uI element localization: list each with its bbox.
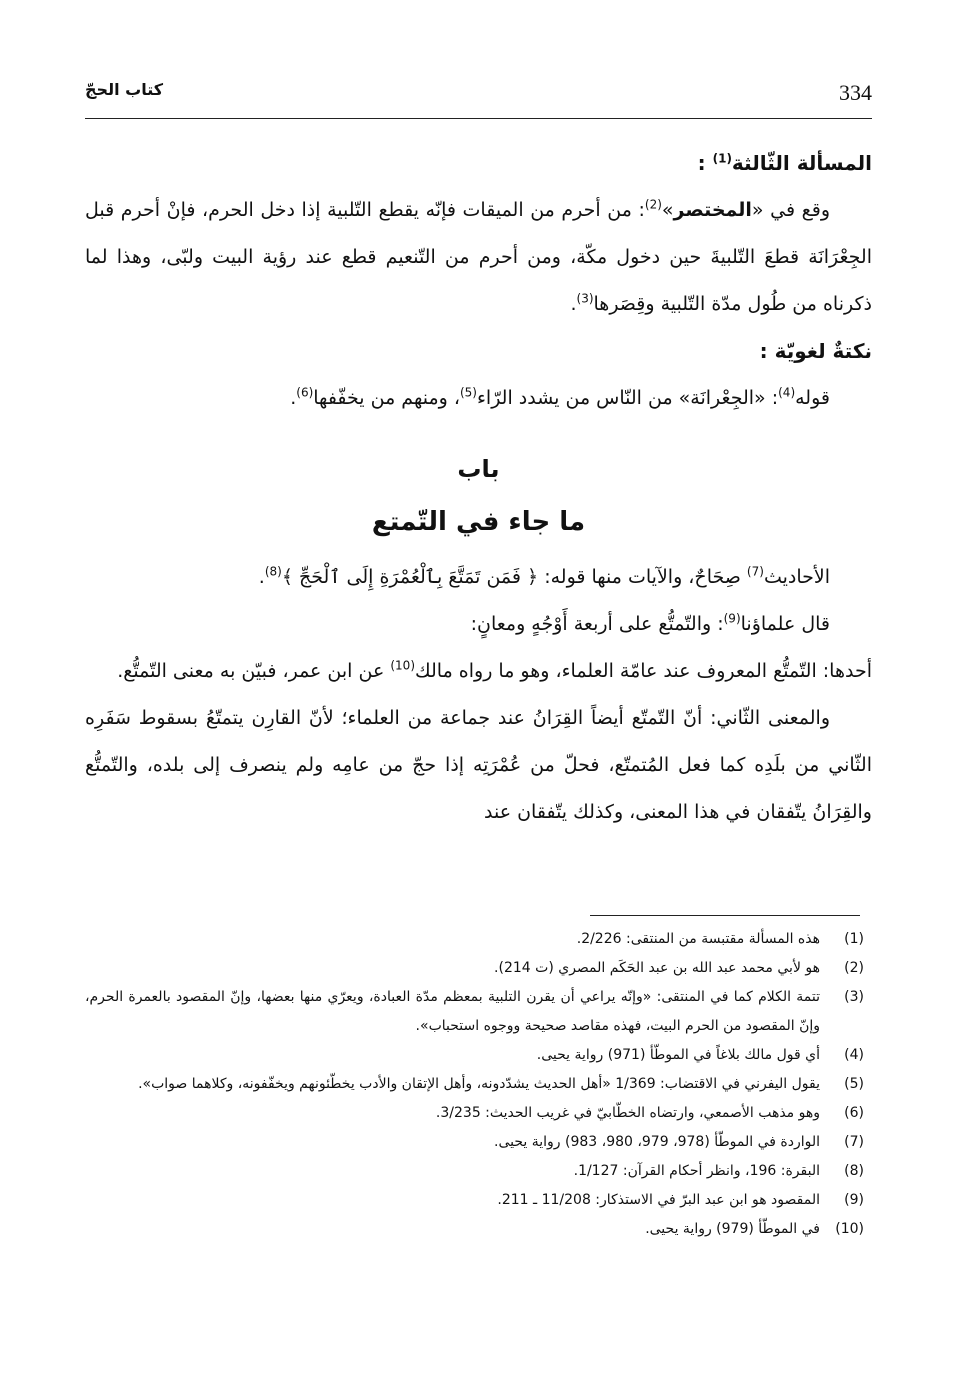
text-run: قال علماؤنا — [740, 613, 830, 635]
text-run: : والتّمتُّع على أربعة أَوْجُهٍ ومعانٍ: — [470, 613, 724, 635]
footnote-ref[interactable]: (9) — [723, 611, 741, 626]
paragraph-6: والمعنى الثّاني: أنّ التّمتّع أيضاً القِرَانُ عند جماعة من العلماء؛ لأنّ القارِن يتمتّعُ بسقوط سَفَرِه الثّاني من بلَدِه كما فعل المُتمتّع، فحلّ من عُمْرَتِه إذا حجّ من عامِه ولم ينصرف إلى بلده، والتّمتُّع والقِرَانُ يتّفقان في هذا المعنى، وكذلك يتّفقان عند — [85, 707, 872, 823]
footnote — [85, 1041, 864, 1070]
paragraph-2 — [85, 375, 872, 422]
footnote-number: (10) — [835, 1221, 864, 1237]
footnote-number: (1) — [844, 931, 864, 947]
text-run: . — [290, 387, 297, 409]
footnote — [85, 983, 864, 1041]
chapter-title: ما جاء في التّمتع — [371, 507, 586, 537]
footnote — [85, 954, 864, 983]
text-run: . — [570, 293, 577, 315]
text-run: ، ومنهم من يخفّفها — [313, 387, 460, 409]
footnote-text: تتمة الكلام كما في المنتقى: «وإنّه يراعي أن يقرن التلبية بمعظم مدّة العبادة، ويعرّي منها بعضها، وإنّ المقصود بالعمرة الحرم، وإنّ المقصود من الحرم البيت، فهذه مقاصد صحيحة ووجوه استحباب». — [85, 989, 820, 1034]
text-run: : «الجِعْرانَة» من النّاس من يشدد الرّاء — [476, 387, 779, 409]
footnote-ref[interactable]: (8) — [264, 564, 282, 579]
text-run: وقع في « — [751, 199, 830, 221]
footnote-text: يقول اليفرني في الاقتضاب: 1/369 «أهل الحديث يشدّدونه، وأهل الإتقان والأدب يخطّئونهم ويخفّفونه، وكلاهما صواب». — [138, 1076, 820, 1092]
footnote-text: البقرة: 196، وانظر أحكام القرآن: 1/127. — [573, 1163, 820, 1179]
footnote-ref[interactable]: (4) — [778, 385, 796, 400]
footnote — [85, 1128, 864, 1157]
footnote-ref[interactable]: (1) — [712, 151, 732, 166]
footnote-number: (2) — [844, 960, 864, 976]
footnote — [85, 1099, 864, 1128]
footnote-ref[interactable]: (3) — [576, 291, 594, 306]
footnote-text: أي قول مالك بلاغاً في الموطّأ (971) رواية يحيى. — [536, 1047, 820, 1063]
text-run: صِحَاحٌ، والآيات منها قوله: ﴿ فَمَن تَمَتَّعَ بِٱلْعُمْرَةِ إِلَى ٱلْحَجِّ ﴾ — [281, 566, 747, 588]
paragraph-1 — [85, 187, 872, 328]
footnotes — [85, 925, 864, 1244]
footnote-ref[interactable]: (6) — [296, 385, 314, 400]
footnote-text: في الموطّأ (979) رواية يحيى. — [645, 1221, 820, 1237]
text-run: : من أحرم من الميقات فإنّه يقطع التّلبية إذا دخل الحرم، فإنْ أحرم قبل الجِعْرَانَة قطعَ التّلبيةَ حين دخول مكّة، ومن أحرم من التّنعيم قطع عند رؤية البيت ولبّى، وهذا لما ذكرناه من طُول مدّة التّلبية وقِصَرها — [85, 199, 872, 315]
text-run: عن ابن عمر، فبيّن به معنى التّمتُّع. — [117, 660, 391, 682]
footnote — [85, 925, 864, 954]
section-heading-text: المسألة الثّالثة — [731, 151, 872, 175]
footnote-number: (4) — [844, 1047, 864, 1063]
paragraph-4 — [85, 601, 872, 648]
footnote-number: (9) — [844, 1192, 864, 1208]
page-header — [85, 72, 872, 119]
footnote — [85, 1070, 864, 1099]
main-text — [85, 140, 872, 836]
text-run: أحدها: التّمتُّع المعروف عند عامّة العلماء، وهو ما رواه مالك — [415, 660, 872, 682]
text-run: قوله — [795, 387, 830, 409]
paragraph-5 — [85, 648, 872, 695]
footnote-text: وهو مذهب الأصمعي، وارتضاه الخطّابيّ في غريب الحديث: 3/235. — [435, 1105, 820, 1121]
footnote — [85, 1186, 864, 1215]
section-heading — [85, 140, 872, 187]
running-title: كتاب الحجّ — [85, 80, 164, 99]
footnote-text: الواردة في الموطّأ (978، 979، 980، 983) رواية يحيى. — [494, 1134, 820, 1150]
footnote — [85, 1157, 864, 1186]
footnote-ref[interactable]: (10) — [390, 658, 415, 673]
footnote-ref[interactable]: (7) — [746, 564, 764, 579]
footnote — [85, 1215, 864, 1244]
nukta-heading: نكتةٌ لغويّة : — [759, 339, 872, 363]
text-run: » — [661, 199, 674, 221]
footnote-ref[interactable]: (2) — [644, 197, 662, 212]
footnote-text: هو لأبي محمد عبد الله بن عبد الحَكَم المصري (ت 214). — [494, 960, 820, 976]
footnote-text: المقصود هو ابن عبد البرّ في الاستذكار: 11/208 ـ 211. — [497, 1192, 820, 1208]
text-run: الأحاديث — [763, 566, 830, 588]
footnote-number: (8) — [844, 1163, 864, 1179]
footnote-divider — [590, 915, 860, 916]
footnote-ref[interactable]: (5) — [459, 385, 477, 400]
footnote-number: (3) — [844, 989, 864, 1005]
footnote-text: هذه المسألة مقتبسة من المنتقى: 2/226. — [576, 931, 820, 947]
footnote-number: (6) — [844, 1105, 864, 1121]
paragraph-3 — [85, 554, 872, 601]
text-run: . — [258, 566, 265, 588]
page-number: 334 — [839, 80, 872, 105]
book-title-ref: المختصر — [673, 199, 752, 221]
section-heading-suffix: : — [697, 151, 713, 175]
footnote-number: (5) — [844, 1076, 864, 1092]
footnote-number: (7) — [844, 1134, 864, 1150]
chapter-label: باب — [457, 455, 500, 483]
